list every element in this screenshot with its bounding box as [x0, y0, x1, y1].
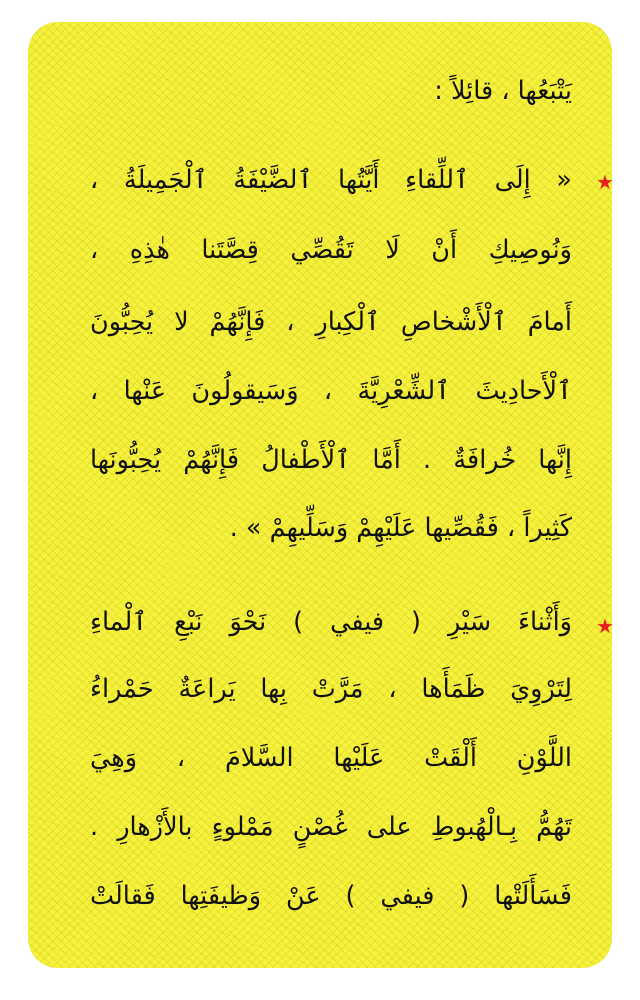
paragraph-1-line-4: ٱلْأَحادِيثَ ٱلشِّعْرِيَّةَ ، وَسَيقولُونَ عَنْها ،: [90, 376, 572, 406]
intro-line: يَتْبَعُها ، قائِلاً :: [434, 76, 572, 106]
paragraph-1-line-5: إِنَّها خُرافَةٌ . أَمَّا ٱلْأَطْفالُ فَإِنَّهُمْ يُحِبُّونَها: [90, 445, 572, 475]
paragraph-2-line-3: اللَّوْنِ أَلْقَتْ عَلَيْها السَّلامَ ، وَهِيَ: [90, 743, 572, 773]
bullet-star-icon: ★: [596, 614, 614, 638]
bullet-star-icon: ★: [596, 170, 614, 194]
paragraph-2-line-1: وَأَثْناءَ سَيْرِ ( فيفي ) نَحْوَ نَبْعِ ٱلْماءِ: [90, 607, 572, 637]
paragraph-1-line-6: كَثِيراً ، فَقُصِّيها عَلَيْهِمْ وَسَلِّيهِمْ » .: [229, 513, 572, 543]
story-text-card: [28, 22, 612, 968]
paragraph-2-line-2: لِتَرْوِيَ ظَمَأَها ، مَرَّتْ بِها يَراعَةٌ حَمْراءُ: [90, 674, 572, 704]
paragraph-2-line-5: فَسَأَلَتْها ( فيفي ) عَنْ وَظيفَتِها فَقالَتْ: [90, 881, 572, 911]
paragraph-2-line-4: تَهُمُّ بِـالْهُبوطِ على غُصْنٍ مَمْلوءٍ بالأَزْهارِ .: [90, 812, 572, 842]
paragraph-1-line-3: أَمامَ ٱلْأَشْخاصِ ٱلْكِبارِ ، فَإِنَّهُمْ لا يُحِبُّونَ: [90, 307, 572, 337]
paragraph-1-line-2: وَنُوصِيكِ أَنْ لَا تَقُصِّي قِصَّتَنا هٰذِهِ ،: [90, 235, 572, 265]
paragraph-1-line-1: « إِلَى ٱللِّقاءِ أَيَّتُها ٱلضَّيْفَةُ ٱلْجَمِيلَةُ ،: [90, 165, 572, 195]
